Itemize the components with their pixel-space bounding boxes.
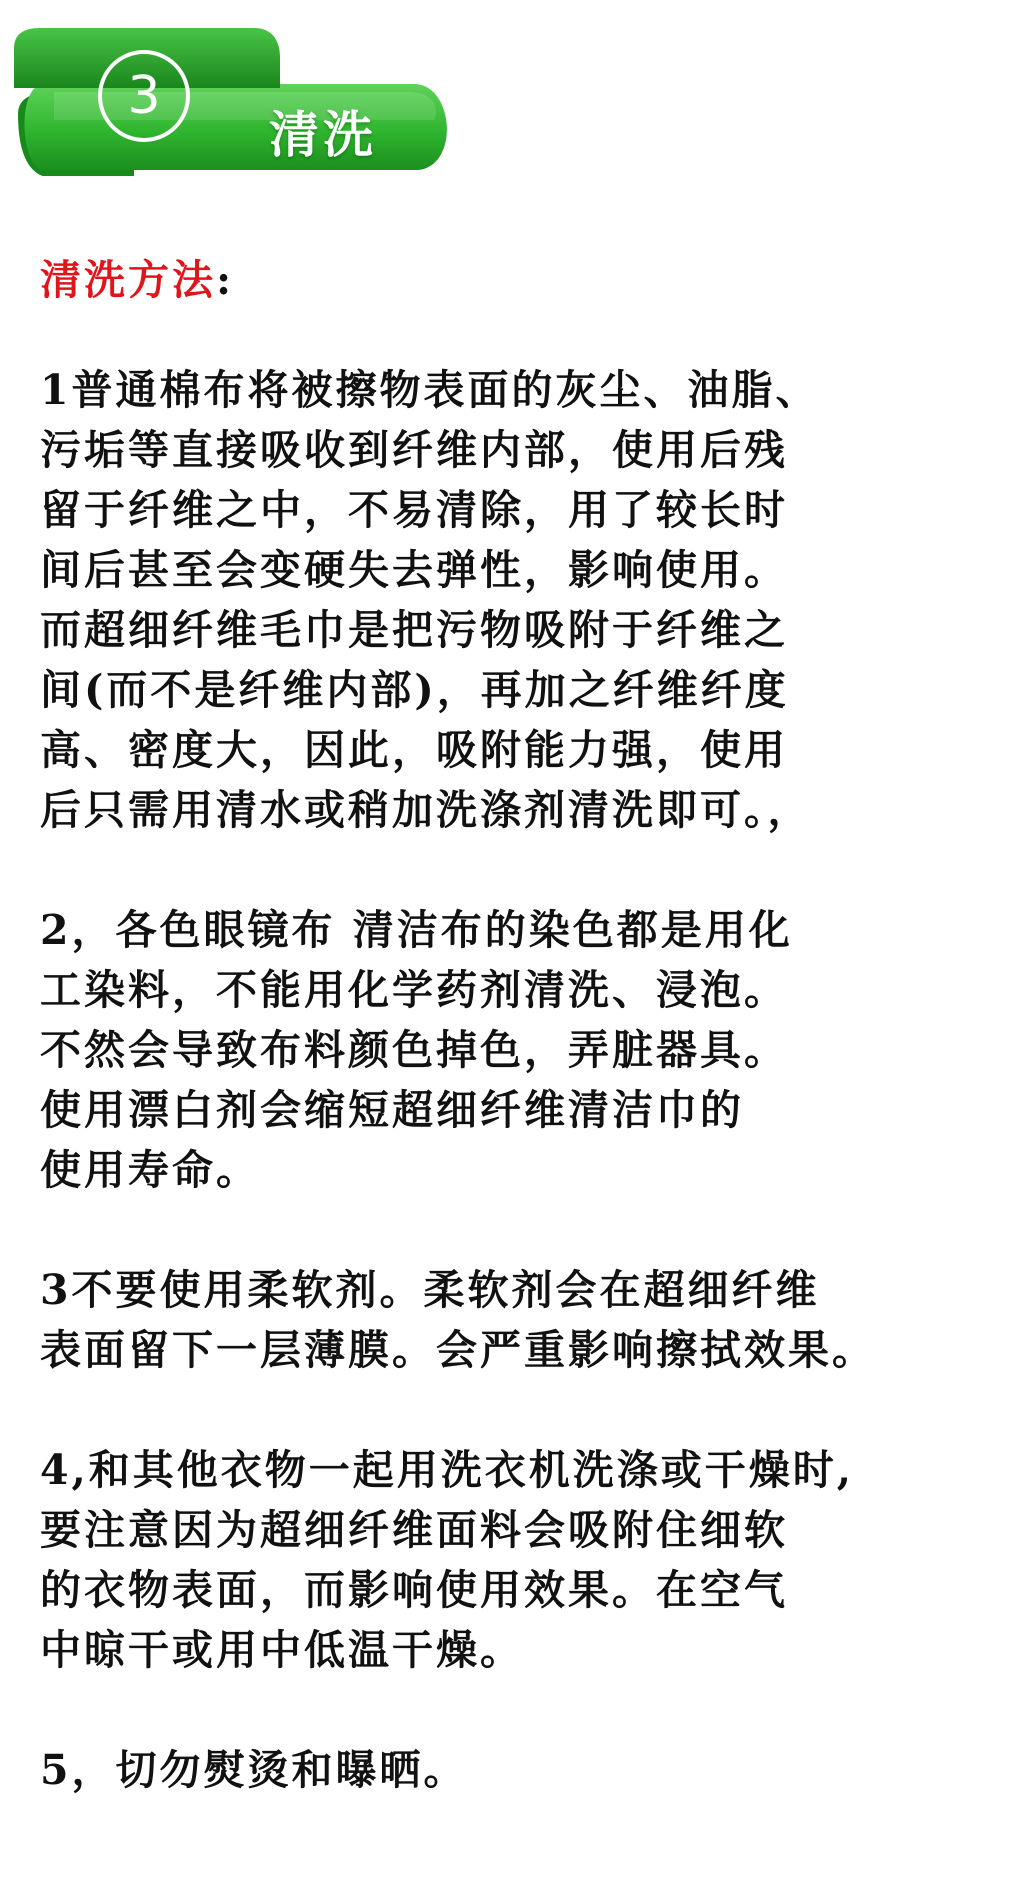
- text-line: 3不要使用柔软剂。柔软剂会在超细纤维: [40, 1266, 820, 1314]
- text-line: 5，切勿熨烫和曝晒。: [40, 1746, 468, 1794]
- text-line: 的衣物表面，而影响使用效果。在空气: [40, 1566, 788, 1614]
- heading-colon: :: [216, 256, 235, 304]
- text-line: 使用漂白剂会缩短超细纤维清洁巾的: [40, 1086, 744, 1134]
- text-line: 后只需用清水或稍加洗涤剂清洗即可。，: [40, 786, 812, 834]
- section-heading: [40, 250, 1010, 310]
- banner-title: 清洗: [269, 106, 377, 164]
- paragraph-4: [40, 1440, 1010, 1680]
- text-line: 不然会导致布料颜色掉色，弄脏器具。: [40, 1026, 788, 1074]
- text-line: 污垢等直接吸收到纤维内部，使用后残: [40, 426, 788, 474]
- text-line: 表面留下一层薄膜。会严重影响擦拭效果。: [40, 1326, 876, 1374]
- text-line: 4,和其他衣物一起用洗衣机洗涤或干燥时,: [40, 1446, 855, 1494]
- paragraph-2: [40, 900, 1010, 1200]
- text-line: 使用寿命。: [40, 1146, 260, 1194]
- text-line: 留于纤维之中，不易清除，用了较长时: [40, 486, 788, 534]
- text-line: 工染料，不能用化学药剂清洗、浸泡。: [40, 966, 788, 1014]
- section-banner: [14, 28, 454, 176]
- paragraph-3: [40, 1260, 1010, 1380]
- paragraph-5: [40, 1740, 1010, 1800]
- banner-ribbon-graphic: [14, 28, 454, 176]
- text-line: 1普通棉布将被擦物表面的灰尘、油脂、: [40, 366, 820, 414]
- text-line: 间(而不是纤维内部)，再加之纤维纤度: [40, 666, 789, 714]
- paragraph-1: [40, 360, 1010, 840]
- text-line: 要注意因为超细纤维面料会吸附住细软: [40, 1506, 788, 1554]
- banner-number-badge: 3: [127, 66, 161, 126]
- text-line: 中晾干或用中低温干燥。: [40, 1626, 524, 1674]
- text-line: 高、密度大，因此，吸附能力强，使用: [40, 726, 788, 774]
- document-body: [40, 250, 1010, 1860]
- text-line: 间后甚至会变硬失去弹性，影响使用。: [40, 546, 788, 594]
- text-line: 而超细纤维毛巾是把污物吸附于纤维之: [40, 606, 788, 654]
- heading-label: 清洗方法: [40, 256, 216, 304]
- text-line: 2，各色眼镜布 清洁布的染色都是用化: [40, 906, 793, 954]
